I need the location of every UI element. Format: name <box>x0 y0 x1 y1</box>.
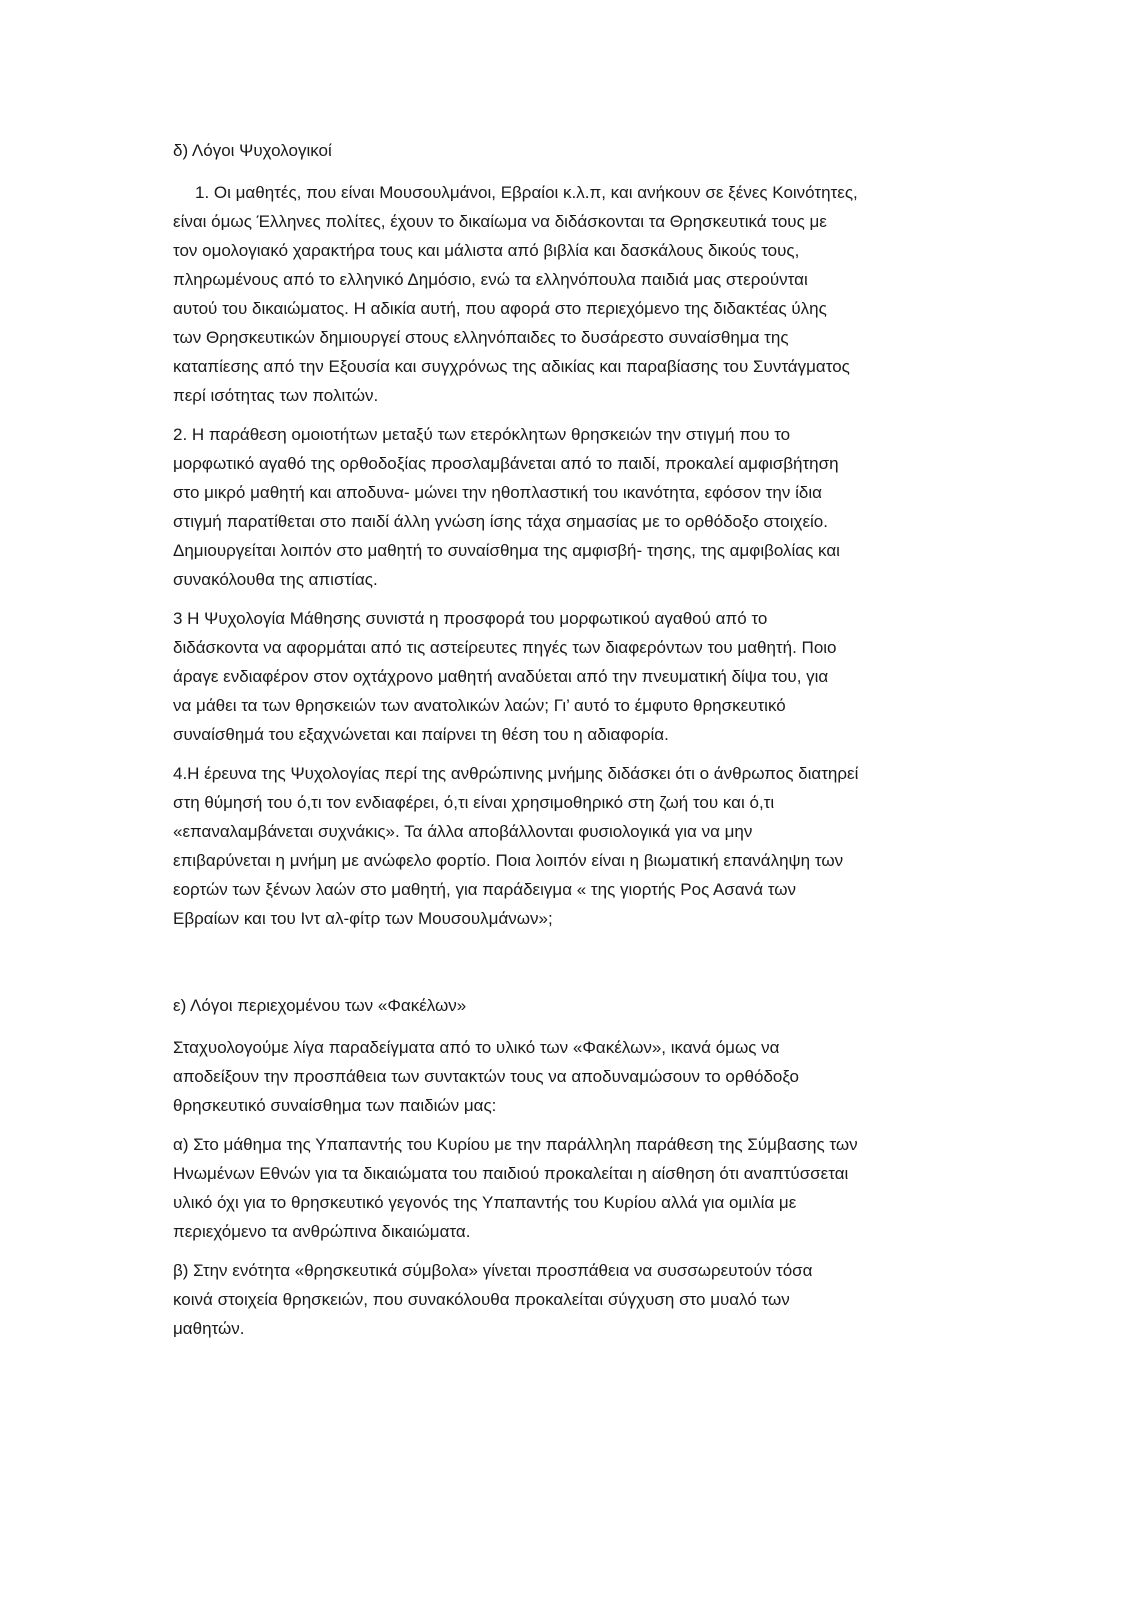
spacer <box>173 410 963 420</box>
spacer <box>173 1120 963 1130</box>
spacer <box>173 933 963 991</box>
page-content <box>173 136 963 1343</box>
paragraph-example-b <box>173 1256 963 1343</box>
text-line: θρησκευτικό συναίσθημα των παιδιών μας: <box>173 1096 497 1115</box>
text-line: υλικό όχι για το θρησκευτικό γεγονός της Υπαπαντής του Κυρίου αλλά για ομιλία με <box>173 1193 797 1212</box>
paragraph-example-a <box>173 1130 963 1246</box>
text-line: τον ομολογιακό χαρακτήρα τους και μάλιστα από βιβλία και δασκάλους δικούς τους, <box>173 241 800 260</box>
text-line: καταπίεσης από την Εξουσία και συγχρόνως της αδικίας και παραβίασης του Συντάγματος <box>173 357 850 376</box>
paragraph-2 <box>173 420 963 594</box>
paragraph-4 <box>173 759 963 933</box>
text-line: 2. Η παράθεση ομοιοτήτων μεταξύ των ετερόκλητων θρησκειών την στιγμή που το <box>173 425 791 444</box>
text-line: Δημιουργείται λοιπόν στο μαθητή το συναίσθημα της αμφισβή- τησης, της αμφιβολίας και <box>173 541 840 560</box>
text-line: να μάθει τα των θρησκειών των ανατολικών λαών; Γι’ αυτό το έμφυτο θρησκευτικό <box>173 696 786 715</box>
spacer <box>173 1020 963 1033</box>
text-line: πληρωμένους από το ελληνικό Δημόσιο, ενώ τα ελληνόπουλα παιδιά μας στερούνται <box>173 270 808 289</box>
text-line: άραγε ενδιαφέρον στον οχτάχρονο μαθητή αναδύεται από την πνευματική δίψα του, για <box>173 667 829 686</box>
spacer <box>173 165 963 178</box>
text-line: μορφωτικό αγαθό της ορθοδοξίας προσλαμβάνεται από το παιδί, προκαλεί αμφισβήτηση <box>173 454 839 473</box>
spacer <box>173 594 963 604</box>
text-line: αποδείξουν την προσπάθεια των συντακτών τους να αποδυναμώσουν το ορθόδοξο <box>173 1067 799 1086</box>
paragraph-3 <box>173 604 963 749</box>
text-line: επιβαρύνεται η μνήμη με ανώφελο φορτίο. Ποια λοιπόν είναι η βιωματική επανάληψη των <box>173 851 844 870</box>
text-line: 4.Η έρευνα της Ψυχολογίας περί της ανθρώπινης μνήμης διδάσκει ότι ο άνθρωπος διατηρεί <box>173 764 859 783</box>
text-line: συνακόλουθα της απιστίας. <box>173 570 378 589</box>
section-heading-folders-content: ε) Λόγοι περιεχομένου των «Φακέλων» <box>173 996 467 1015</box>
text-line: 1. Οι μαθητές, που είναι Μουσουλμάνοι, Εβραίοι κ.λ.π, και ανήκουν σε ξένες Κοινότητες, <box>195 183 858 202</box>
text-line: α) Στο μάθημα της Υπαπαντής του Κυρίου με την παράλληλη παράθεση της Σύμβασης των <box>173 1135 858 1154</box>
text-line: στη θύμησή του ό,τι τον ενδιαφέρει, ό,τι είναι χρησιμοθηρικό στη ζωή του και ό,τι <box>173 793 775 812</box>
text-line: μαθητών. <box>173 1319 245 1338</box>
text-line: Ηνωμένων Εθνών για τα δικαιώματα του παιδιού προκαλείται η αίσθηση ότι αναπτύσσεται <box>173 1164 849 1183</box>
text-line: αυτού του δικαιώματος. Η αδικία αυτή, που αφορά στο περιεχόμενο της διδακτέας ύλης <box>173 299 827 318</box>
paragraph-1 <box>173 178 963 410</box>
text-line: Σταχυολογούμε λίγα παραδείγματα από το υλικό των «Φακέλων», ικανά όμως να <box>173 1038 780 1057</box>
paragraph-intro <box>173 1033 963 1120</box>
text-line: περί ισότητας των πολιτών. <box>173 386 379 405</box>
text-line: των Θρησκευτικών δημιουργεί στους ελληνόπαιδες το δυσάρεστο συναίσθημα της <box>173 328 789 347</box>
text-line: «επαναλαμβάνεται συχνάκις». Τα άλλα αποβάλλονται φυσιολογικά για να μην <box>173 822 753 841</box>
text-line: Εβραίων και του Ιντ αλ-φίτρ των Μουσουλμάνων»; <box>173 909 553 928</box>
text-line: διδάσκοντα να αφορμάται από τις αστείρευτες πηγές των διαφερόντων του μαθητή. Ποιο <box>173 638 837 657</box>
text-line: περιεχόμενο τα ανθρώπινα δικαιώματα. <box>173 1222 471 1241</box>
text-line: είναι όμως Έλληνες πολίτες, έχουν το δικαίωμα να διδάσκονται τα Θρησκευτικά τους με <box>173 212 827 231</box>
spacer <box>173 749 963 759</box>
text-line: στο μικρό μαθητή και αποδυνα- μώνει την ηθοπλαστική του ικανότητα, εφόσον την ίδια <box>173 483 822 502</box>
spacer <box>173 1246 963 1256</box>
text-line: συναίσθημά του εξαχνώνεται και παίρνει τη θέση του η αδιαφορία. <box>173 725 669 744</box>
text-line: εορτών των ξένων λαών στο μαθητή, για παράδειγμα « της γιορτής Ρος Ασανά των <box>173 880 796 899</box>
text-line: στιγμή παρατίθεται στο παιδί άλλη γνώση ίσης τάχα σημασίας με το ορθόδοξο στοιχείο. <box>173 512 828 531</box>
text-line: 3 Η Ψυχολογία Μάθησης συνιστά η προσφορά του μορφωτικού αγαθού από το <box>173 609 768 628</box>
section-heading-psychological: δ) Λόγοι Ψυχολογικοί <box>173 141 332 160</box>
text-line: κοινά στοιχεία θρησκειών, που συνακόλουθα προκαλείται σύγχυση στο μυαλό των <box>173 1290 790 1309</box>
text-line: β) Στην ενότητα «θρησκευτικά σύμβολα» γίνεται προσπάθεια να συσσωρευτούν τόσα <box>173 1261 813 1280</box>
